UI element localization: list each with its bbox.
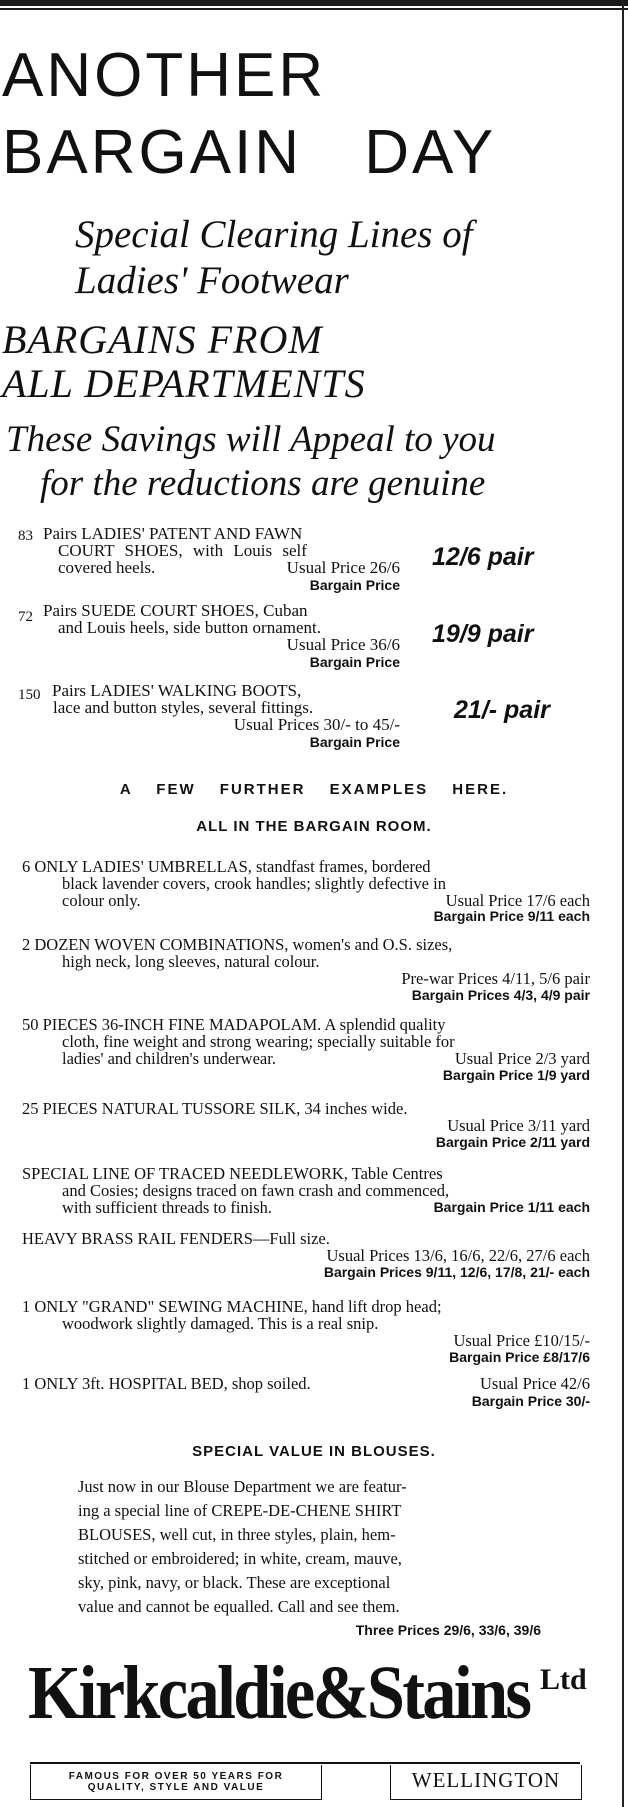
- item-line: colour only.: [62, 891, 141, 910]
- blouses-line: value and cannot be equalled. Call and see them.: [78, 1597, 400, 1616]
- blouses-prices: Three Prices 29/6, 33/6, 39/6: [355, 1622, 541, 1638]
- item-line: high neck, long sleeves, natural colour.: [62, 952, 320, 971]
- footer-tagline-box: [30, 1765, 322, 1800]
- blouses-line: stitched or embroidered; in white, cream, mauve,: [78, 1549, 402, 1568]
- item-line: 6 ONLY LADIES' UMBRELLAS, standfast frames, bordered: [22, 857, 431, 876]
- bargain-item-sewing-machine: [22, 1297, 590, 1365]
- item-line: woodwork slightly damaged. This is a real snip.: [62, 1314, 379, 1333]
- city-label: WELLINGTON: [411, 1768, 561, 1792]
- bargain-price: Bargain Prices 9/11, 12/6, 17/8, 21/- each: [323, 1264, 590, 1280]
- footwear-price: 12/6 pair: [432, 543, 534, 571]
- bargains-from: BARGAINS FROM: [2, 317, 323, 362]
- footwear-bargain-label: Bargain Price: [309, 654, 400, 670]
- store-logo: Kirkcaldie&Stains: [28, 1651, 530, 1735]
- item-line: HEAVY BRASS RAIL FENDERS—Full size.: [22, 1229, 330, 1248]
- footwear-item-3: [18, 680, 618, 750]
- footwear-desc-line1: Pairs LADIES' PATENT AND FAWN: [43, 524, 303, 543]
- blouses-line: Just now in our Blouse Department we are featur-: [78, 1477, 407, 1496]
- item-line: 50 PIECES 36-INCH FINE MADAPOLAM. A splendid quality: [22, 1015, 446, 1034]
- headline-bargain-day: BARGAIN DAY: [2, 118, 497, 187]
- usual-price: Usual Prices 13/6, 16/6, 22/6, 27/6 each: [326, 1246, 590, 1265]
- footwear-price: 19/9 pair: [432, 620, 534, 648]
- item-line: 1 ONLY "GRAND" SEWING MACHINE, hand lift drop head;: [22, 1297, 442, 1316]
- bargain-item-combinations: [22, 935, 590, 1003]
- tagline-line2: QUALITY, STYLE AND VALUE: [87, 1782, 265, 1793]
- bargain-price: Bargain Price 1/9 yard: [442, 1067, 590, 1083]
- footwear-usual-price: Usual Price 36/6: [286, 635, 400, 654]
- bargain-item-fenders: [22, 1230, 590, 1284]
- item-line: black lavender covers, crook handles; slightly defective in: [62, 874, 446, 893]
- footwear-desc-line1: Pairs SUEDE COURT SHOES, Cuban: [43, 601, 308, 620]
- item-line: 1 ONLY 3ft. HOSPITAL BED, shop soiled.: [22, 1374, 311, 1393]
- tagline-line1: FAMOUS FOR OVER 50 YEARS FOR: [68, 1771, 284, 1782]
- further-examples-heading: A FEW FURTHER EXAMPLES HERE.: [119, 781, 509, 798]
- bargain-price: Bargain Price 2/11 yard: [435, 1134, 590, 1150]
- blouses-line: sky, pink, navy, or black. These are exceptional: [78, 1573, 391, 1592]
- usual-price: Usual Price 2/3 yard: [454, 1049, 590, 1068]
- footwear-qty: 83: [18, 528, 33, 544]
- footwear-desc-line2: and Louis heels, side button ornament.: [58, 618, 321, 637]
- usual-price: Usual Price 42/6: [480, 1374, 590, 1393]
- appeal-line-2: for the reductions are genuine: [40, 463, 486, 504]
- appeal-line-1: These Savings will Appeal to you: [6, 419, 496, 460]
- footwear-bargain-label: Bargain Price: [309, 734, 400, 750]
- usual-price: Usual Price £10/15/-: [453, 1331, 590, 1350]
- item-line: and Cosies; designs traced on fawn crash and commenced,: [62, 1181, 450, 1200]
- usual-price: Usual Price 17/6 each: [445, 891, 590, 910]
- blouses-paragraph: [78, 1475, 543, 1635]
- blouses-line: BLOUSES, well cut, in three styles, plain, hem-: [78, 1525, 396, 1544]
- right-border: [622, 0, 624, 1807]
- bargain-price: Bargain Price 9/11 each: [433, 908, 590, 924]
- item-line: ladies' and children's underwear.: [62, 1049, 276, 1068]
- store-logo-ltd: Ltd: [540, 1663, 587, 1696]
- footwear-bargain-label: Bargain Price: [309, 577, 400, 593]
- footer-city-box: [390, 1765, 582, 1800]
- bargain-item-madapolam: [22, 1015, 590, 1083]
- bargain-price: Bargain Price 30/-: [471, 1393, 590, 1409]
- footwear-price: 21/- pair: [454, 696, 550, 724]
- usual-price: Usual Price 3/11 yard: [447, 1116, 590, 1135]
- blouses-line: ing a special line of CREPE-DE-CHENE SHIRT: [78, 1501, 402, 1520]
- footwear-item-2: [18, 600, 618, 670]
- item-line: cloth, fine weight and strong wearing; specially suitable for: [62, 1032, 455, 1051]
- footer-rule: [30, 1762, 580, 1764]
- footwear-qty: 72: [18, 609, 33, 625]
- footwear-desc-line2: COURT SHOES, with Louis self: [58, 541, 307, 560]
- footwear-desc-line1: Pairs LADIES' WALKING BOOTS,: [52, 681, 302, 700]
- footwear-qty: 150: [18, 687, 41, 703]
- usual-price: Pre-war Prices 4/11, 5/6 pair: [401, 969, 590, 988]
- footwear-desc-line3: covered heels.: [58, 558, 156, 577]
- all-departments: ALL DEPARTMENTS: [2, 361, 366, 406]
- top-rule-thin: [0, 8, 628, 10]
- subtitle-footwear: Ladies' Footwear: [75, 259, 349, 302]
- headline-another: ANOTHER: [2, 41, 327, 110]
- footwear-usual-price: Usual Prices 30/- to 45/-: [233, 715, 400, 734]
- bargain-price: Bargain Prices 4/3, 4/9 pair: [411, 987, 590, 1003]
- bargain-item-needlework: [22, 1165, 590, 1219]
- item-line: 2 DOZEN WOVEN COMBINATIONS, women's and O.S. sizes,: [22, 935, 453, 954]
- bargain-item-tussore-silk: [22, 1100, 590, 1150]
- top-rule: [0, 0, 628, 6]
- bargain-price: Bargain Price £8/17/6: [449, 1349, 590, 1365]
- footwear-item-1: [18, 525, 618, 595]
- bargain-room-heading: ALL IN THE BARGAIN ROOM.: [196, 818, 432, 835]
- bargain-item-umbrellas: [22, 858, 590, 922]
- subtitle-clearing-lines: Special Clearing Lines of: [75, 213, 473, 256]
- footwear-usual-price: Usual Price 26/6: [286, 558, 400, 577]
- bargain-price: Bargain Price 1/11 each: [433, 1199, 590, 1215]
- bargain-item-hospital-bed: [22, 1375, 590, 1415]
- footwear-desc-line2: lace and button styles, several fittings.: [53, 698, 314, 717]
- blouses-heading: SPECIAL VALUE IN BLOUSES.: [192, 1443, 436, 1460]
- item-line: SPECIAL LINE OF TRACED NEEDLEWORK, Table Centres: [22, 1164, 443, 1183]
- item-line: with sufficient threads to finish.: [62, 1198, 273, 1217]
- item-line: 25 PIECES NATURAL TUSSORE SILK, 34 inches wide.: [22, 1099, 408, 1118]
